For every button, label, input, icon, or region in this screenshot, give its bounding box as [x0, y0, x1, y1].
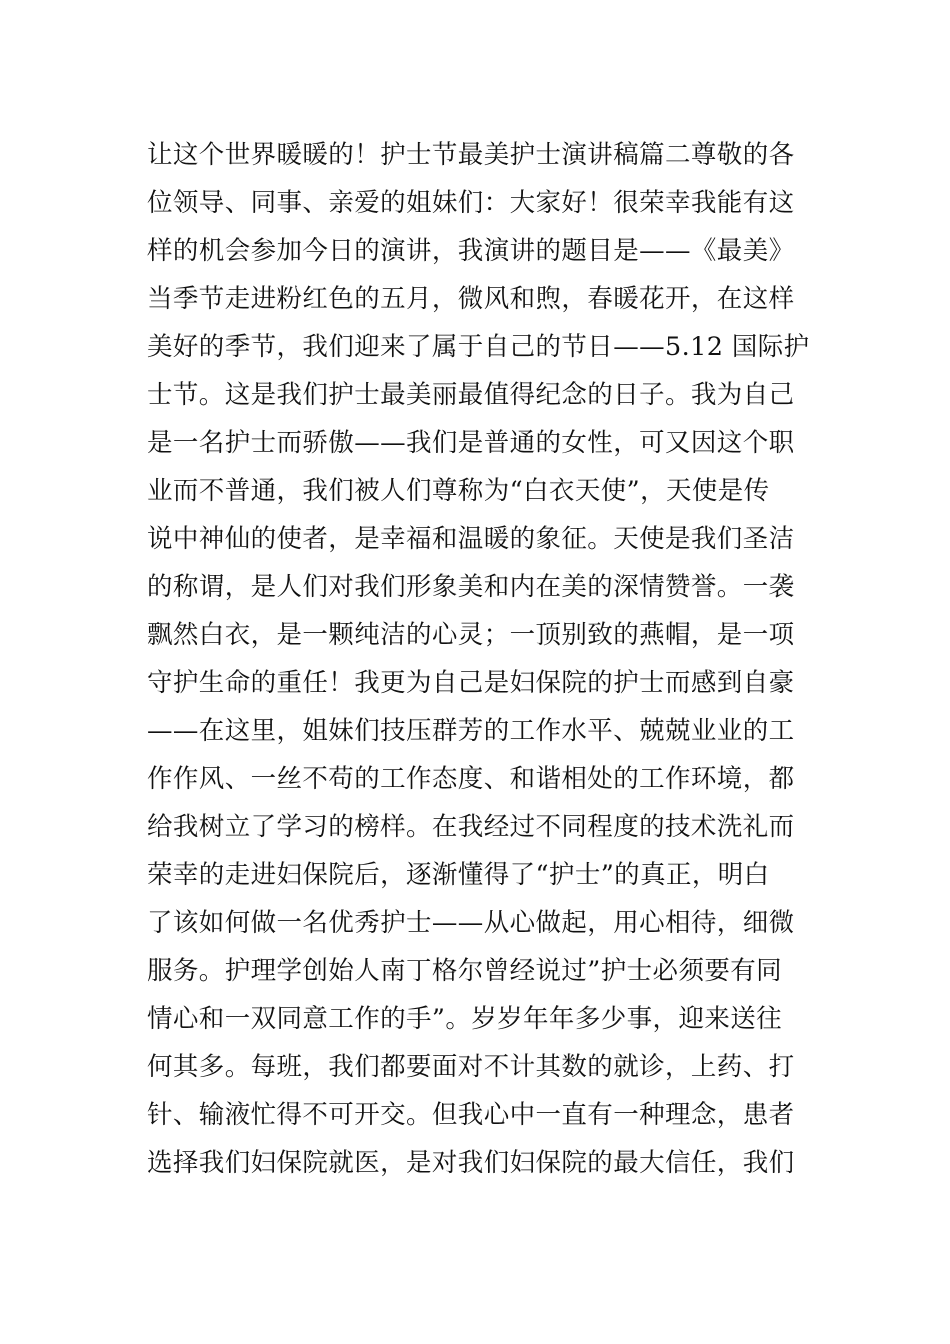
text-line: 是一名护士而骄傲——我们是普通的女性，可又因这个职 [147, 428, 795, 458]
text-line: 作作风、一丝不苟的工作态度、和谐相处的工作环境，都 [147, 764, 795, 794]
text-line: 了该如何做一名优秀护士——从心做起，用心相待，细微 [147, 908, 795, 938]
text-line: 的称谓，是人们对我们形象美和内在美的深情赞誉。一袭 [147, 572, 795, 602]
text-line: 美好的季节，我们迎来了属于自己的节日——5.12 国际护 [147, 332, 810, 362]
text-line: 守护生命的重任！我更为自己是妇保院的护士而感到自豪 [147, 668, 795, 698]
text-line: 何其多。每班，我们都要面对不计其数的就诊，上药、打 [147, 1052, 795, 1082]
text-line: 样的机会参加今日的演讲，我演讲的题目是——《最美》 [147, 236, 795, 266]
text-line: 让这个世界暖暖的！护士节最美护士演讲稿篇二尊敬的各 [147, 140, 795, 170]
text-line: 当季节走进粉红色的五月，微风和煦，春暖花开，在这样 [147, 284, 795, 314]
body-text [147, 131, 810, 1187]
text-line: 业而不普通，我们被人们尊称为“白衣天使”，天使是传 [147, 476, 770, 506]
text-line: 针、输液忙得不可开交。但我心中一直有一种理念，患者 [147, 1100, 795, 1130]
text-line: 位领导、同事、亲爱的姐妹们：大家好！很荣幸我能有这 [147, 188, 795, 218]
text-line: ——在这里，姐妹们技压群芳的工作水平、兢兢业业的工 [147, 716, 795, 746]
text-line: 士节。这是我们护士最美丽最值得纪念的日子。我为自己 [147, 380, 795, 410]
text-line: 情心和一双同意工作的手”。岁岁年年多少事，迎来送往 [147, 1004, 783, 1034]
text-line: 服务。护理学创始人南丁格尔曾经说过”护士必须要有同 [147, 956, 783, 986]
text-line: 飘然白衣，是一颗纯洁的心灵；一顶别致的燕帽，是一项 [147, 620, 795, 650]
text-line: 给我树立了学习的榜样。在我经过不同程度的技术洗礼而 [147, 812, 795, 842]
text-line: 选择我们妇保院就医，是对我们妇保院的最大信任，我们 [147, 1148, 795, 1178]
text-line: 说中神仙的使者，是幸福和温暖的象征。天使是我们圣洁 [147, 524, 795, 554]
text-line: 荣幸的走进妇保院后，逐渐懂得了“护士”的真正，明白 [147, 860, 770, 890]
